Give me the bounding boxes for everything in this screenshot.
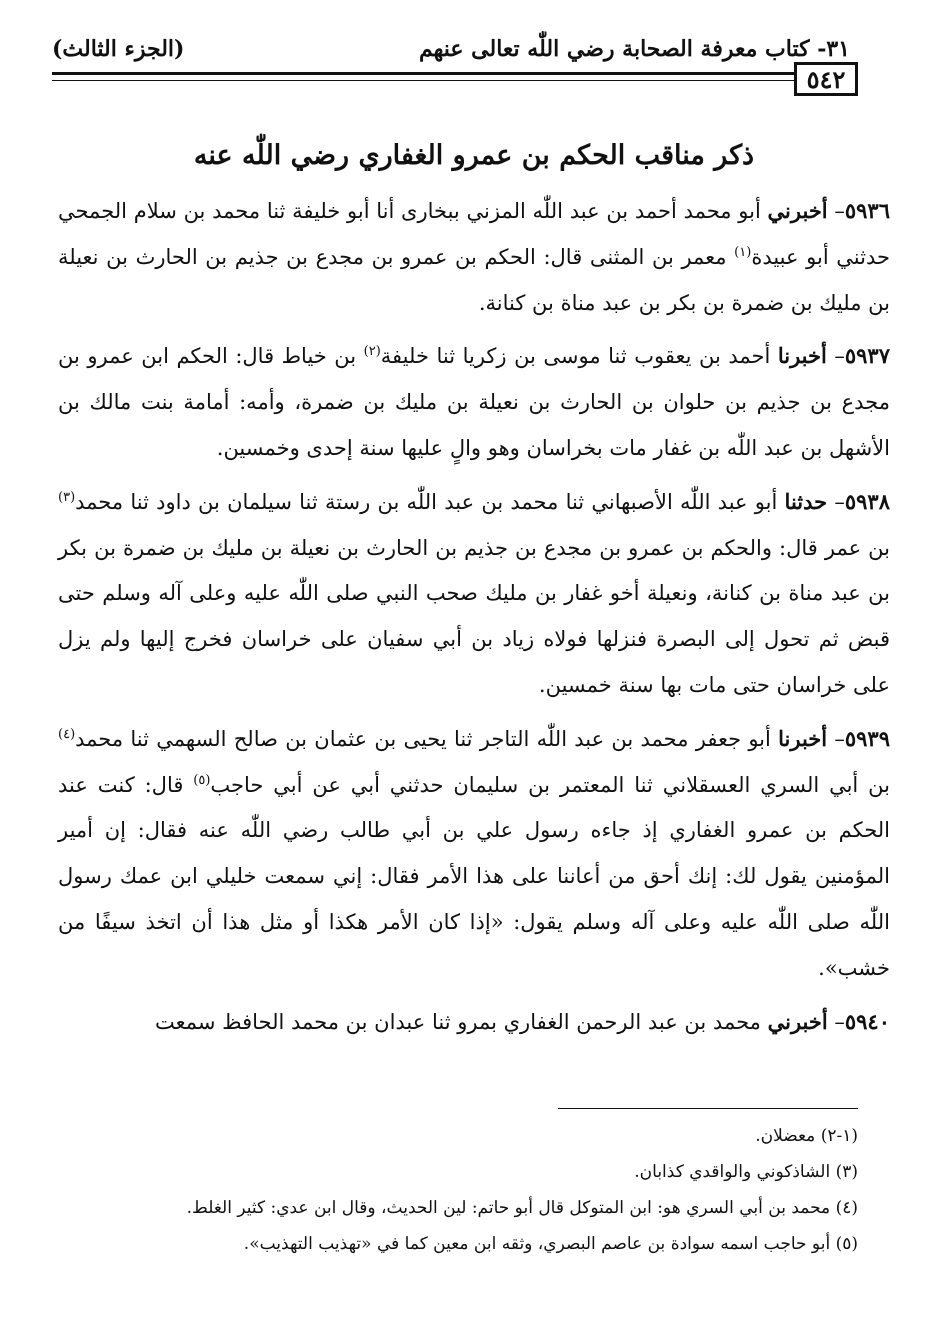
footnote-marker: (٣) [835, 1162, 858, 1182]
hadith-text: بن خياط قال: الحكم ابن عمرو بن مجدع بن جذيم بن حلوان بن الحارث بن نعيلة بن مليك بن ضمرة، وأمه: أمامة بنت مالك بن الأشهل بن عبد اللّٰه بن غفار مات بخراسان وهو والٍ عليها سنة إحدى وخمسين. [58, 344, 890, 460]
footnote-separator [558, 1108, 858, 1109]
footnote-line [60, 1154, 858, 1190]
footnote-text: الشاذكوني والواقدي كذابان. [634, 1162, 831, 1182]
hadith-number: ٥٩٤٠ [844, 1008, 890, 1034]
footnote-reference: (٤) [58, 726, 76, 742]
hadith-text: محمد بن عبد الرحمن الغفاري بمرو ثنا عبدان بن محمد الحافظ سمعت [155, 1009, 761, 1034]
footnote-reference: (١) [734, 244, 752, 260]
header-rule-thick [52, 72, 848, 75]
header-rule-thin [52, 80, 848, 81]
hadith-lead-word: أخبرنا [778, 725, 828, 751]
hadith-text: أحمد بن يعقوب ثنا موسى بن زكريا ثنا خليفة [380, 344, 771, 369]
hadith-number: ٥٩٣٦ [844, 198, 890, 223]
hadith-text: بن أبي السري العسقلاني ثنا المعتمر بن سليمان حدثني أبي عن أبي حاجب [210, 772, 890, 797]
hadith-paragraph: ٥٩٤٠– أخبرني محمد بن عبد الرحمن الغفاري بمرو ثنا عبدان بن محمد الحافظ سمعت [155, 1008, 890, 1034]
hadith-lead-word: أخبرنا [777, 343, 827, 369]
hadith-number: ٥٩٣٧ [844, 343, 890, 369]
footnote-line [60, 1118, 858, 1154]
page-number-text: ٥٤٢ [806, 64, 846, 94]
footnote-reference: (٥) [193, 772, 211, 788]
footnote-line [60, 1190, 858, 1226]
footnote-marker: (٥) [835, 1234, 858, 1254]
hadith-text: معمر بن المثنى قال: الحكم بن عمرو بن مجدع بن جذيم بن الحارث بن نعيلة بن مليك بن ضمرة بن بكر بن عبد مناة بن كنانة. [58, 244, 890, 315]
hadith-paragraph: ٥٩٣٨– حدثنا أبو عبد اللّٰه الأصبهاني ثنا محمد بن عبد اللّٰه بن رستة ثنا سيلمان بن داود ثنا محمد$^{(٣)}$ بن عمر قال: والحكم بن عمرو بن مجدع بن جذيم بن الحارث بن نعيلة بن مليك بن ضمرة بن بكر بن عبد مناة بن كنانة، ونعيلة أخو غفار بن مليك صحب النبي صلى اللّٰه عليه وعلى آله وسلم حتى قبض ثم تحول إلى البصرة فنزلها فولاه زياد بن أبي سفيان على خراسان فخرج إليها ولم يزل على خراسان حتى مات بها سنة خمسين. [58, 488, 890, 697]
page-number [794, 62, 858, 96]
hadith-text: أبو محمد أحمد بن عبد اللّٰه المزني ببخارى أنا أبو خليفة ثنا محمد بن سلام الجمحي حدثني أبو عبيدة [58, 199, 890, 269]
hadith-lead-word: حدثنا [784, 488, 828, 514]
running-title: ٣١- كتاب معرفة الصحابة رضي اللّٰه تعالى عنهم [418, 36, 850, 62]
part-label: (الجزء الثالث) [52, 36, 185, 62]
hadith-paragraph: ٥٩٣٩– أخبرنا أبو جعفر محمد بن عبد اللّٰه التاجر ثنا يحيى بن عثمان بن صالح السهمي ثنا محمد$^{(٤)}$ بن أبي السري العسقلاني ثنا المعتمر بن سليمان حدثني أبي عن أبي حاجب$^{(٥)}$ قال: كنت عند الحكم بن عمرو الغفاري إذ جاءه رسول علي بن أبي طالب رضي اللّٰه عنه فقال: إن أمير المؤمنين يقول لك: إنك أحق من أعاننا على هذا الأمر فقال: إني سمعت خليلي ابن عمك رسول اللّٰه صلى اللّٰه عليه وعلى آله وسلم يقول: «إذا كان الأمر هكذا أو مثل هذا أن اتخذ سيفًا من خشب». [58, 725, 890, 980]
hadith-text: بن عمر قال: والحكم بن عمرو بن مجدع بن جذيم بن الحارث بن نعيلة بن مليك بن ضمرة بن بكر بن عبد مناة بن كنانة، ونعيلة أخو غفار بن مليك صحب النبي صلى اللّٰه عليه وعلى آله وسلم حتى قبض ثم تحول إلى البصرة فنزلها فولاه زياد بن أبي سفيان على خراسان فخرج إليها ولم يزل على خراسان حتى مات بها سنة خمسين. [58, 535, 890, 697]
footnotes [60, 1118, 858, 1262]
hadith-body [58, 188, 890, 1052]
page-header [52, 36, 858, 66]
hadith-text: قال: كنت عند الحكم بن عمرو الغفاري إذ جاءه رسول علي بن أبي طالب رضي اللّٰه عنه فقال: إن أمير المؤمنين يقول لك: إنك أحق من أعاننا على هذا الأمر فقال: إني سمعت خليلي ابن عمك رسول اللّٰه صلى اللّٰه عليه وعلى آله وسلم يقول: «إذا كان الأمر هكذا أو مثل هذا أن اتخذ سيفًا من خشب». [58, 772, 890, 980]
footnote-text: أبو حاجب اسمه سوادة بن عاصم البصري، وثقه ابن معين كما في «تهذيب التهذيب». [243, 1234, 831, 1254]
footnote-reference: (٣) [58, 489, 76, 505]
hadith-paragraph: ٥٩٣٧– أخبرنا أحمد بن يعقوب ثنا موسى بن زكريا ثنا خليفة$^{(٢)}$ بن خياط قال: الحكم ابن عمرو بن مجدع بن جذيم بن حلوان بن الحارث بن نعيلة بن مليك بن ضمرة، وأمه: أمامة بنت مالك بن الأشهل بن عبد اللّٰه بن غفار مات بخراسان وهو والٍ عليها سنة إحدى وخمسين. [58, 343, 890, 460]
footnote-reference: (٢) [363, 344, 381, 360]
hadith-number: ٥٩٣٨ [844, 488, 890, 514]
section-title: ذكر مناقب الحكم بن عمرو الغفاري رضي اللّٰه عنه [193, 140, 755, 171]
hadith-lead-word: أخبرني [767, 1008, 828, 1034]
hadith-number: ٥٩٣٩ [844, 725, 890, 751]
footnote-marker: (٤) [835, 1198, 858, 1218]
footnote-text: معضلان. [755, 1126, 816, 1146]
hadith-text: أبو جعفر محمد بن عبد اللّٰه التاجر ثنا يحيى بن عثمان بن صالح السهمي ثنا محمد [75, 726, 771, 751]
footnote-text: محمد بن أبي السري هو: ابن المتوكل قال أبو حاتم: لين الحديث، وقال ابن عدي: كثير الغلط. [186, 1198, 831, 1218]
footnote-marker: (١-٢) [820, 1126, 858, 1146]
footnote-line [60, 1226, 858, 1262]
hadith-paragraph: ٥٩٣٦– أخبرني أبو محمد أحمد بن عبد اللّٰه المزني ببخارى أنا أبو خليفة ثنا محمد بن سلام الجمحي حدثني أبو عبيدة$^{(١)}$ معمر بن المثنى قال: الحكم بن عمرو بن مجدع بن جذيم بن الحارث بن نعيلة بن مليك بن ضمرة بن بكر بن عبد مناة بن كنانة. [58, 198, 890, 315]
hadith-lead-word: أخبرني [767, 198, 828, 223]
hadith-text: أبو عبد اللّٰه الأصبهاني ثنا محمد بن عبد اللّٰه بن رستة ثنا سيلمان بن داود ثنا محمد [75, 489, 778, 514]
